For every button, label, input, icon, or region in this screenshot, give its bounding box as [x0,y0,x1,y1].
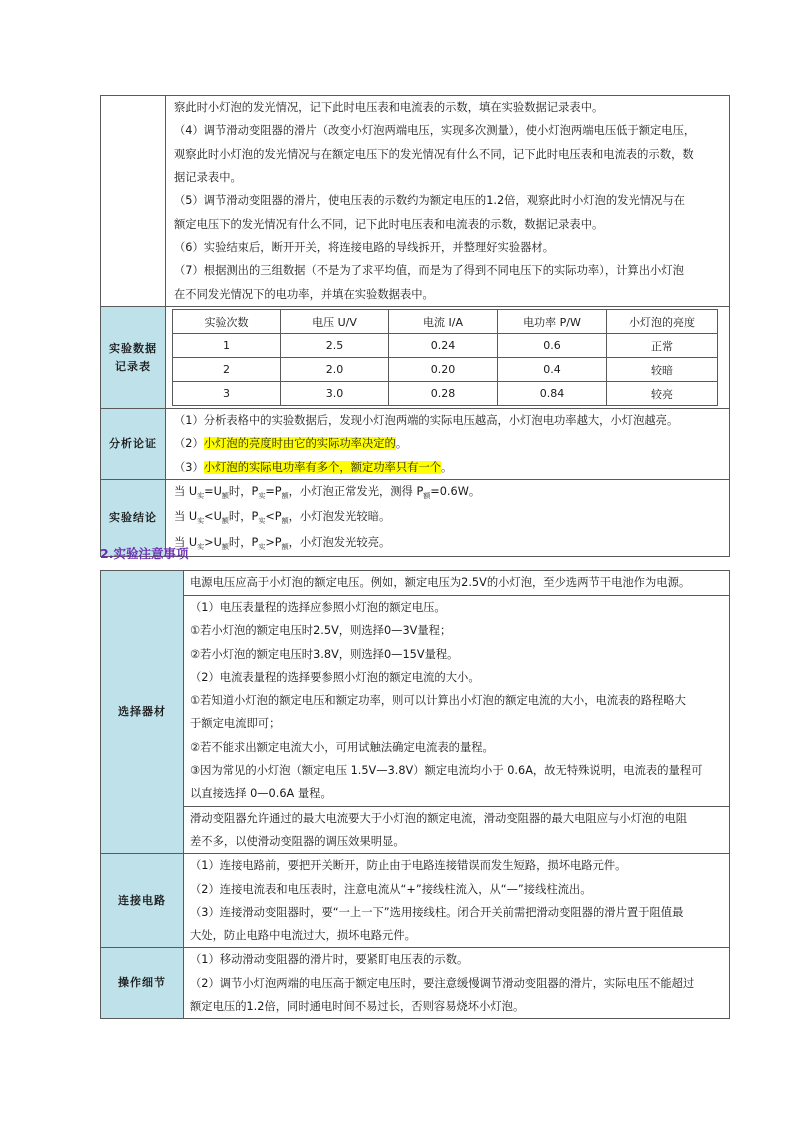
meter-content [184,596,730,807]
steps-content [166,96,730,307]
meter-line: （2）电流表量程的选择要参照小灯泡的额定电流的大小。 [190,670,480,684]
text: 时，P [228,510,259,524]
meter-row [101,596,730,807]
section-heading: 2.实验注意事项 [100,546,189,561]
conclusion-row [101,480,730,557]
text: >P [265,535,282,549]
data-cell: 1 [173,334,281,358]
steps-line: （7）根据测出的三组数据（不是为了求平均值，而是为了得到不同电压下的实际功率），计算出小灯泡 [174,264,684,278]
operation-row [101,948,730,1019]
rheostat-line: 差不多，以使滑动变阻器的调压效果明显。 [190,834,405,848]
text: ，小灯泡正常发光，测得 P [288,485,424,498]
power-row [101,571,730,596]
steps-line: 额定电压下的发光情况有什么不同，记下此时电压表和电流表的示数，数据记录表中。 [174,217,604,231]
subscript: 实 [197,492,205,500]
conclusion-content [166,480,730,557]
header-cell: 小灯泡的亮度 [607,310,718,334]
operation-label: 操作细节 [101,948,184,1019]
rheostat-row [101,806,730,854]
subscript: 额 [281,517,289,526]
text: <P [265,510,282,524]
circuit-label: 连接电路 [101,854,184,948]
circuit-line: （3）连接滑动变阻器时，要“一上一下”选用接线柱。闭合开关前需把滑动变阻器的滑片置于阻值最 [190,905,684,919]
meter-line: ①若小灯泡的额定电压时2.5V，则选择0—3V量程； [190,624,452,638]
analysis-content [166,409,730,480]
operation-line: （2）调节小灯泡两端的电压高于额定电压时，要注意缓慢调节滑动变阻器的滑片，实际电压不能超过 [190,976,695,990]
meter-line: （1）电压表量程的选择应参照小灯泡的额定电压。 [190,601,446,614]
rheostat-content [184,806,730,854]
steps-line: （4）调节滑动变阻器的滑片（改变小灯泡两端电压，实现多次测量），使小灯泡两端电压低于额定电压， [174,124,696,138]
data-cell: 0.24 [389,334,498,358]
meter-line: 以直接选择 0—0.6A 量程。 [190,787,332,801]
record-content [166,307,730,409]
record-label-line: 记录表 [115,359,151,373]
subscript: 额 [281,492,289,500]
record-label [101,307,166,409]
subscript: 实 [258,517,266,526]
subscript: 额 [423,492,431,500]
meter-line: 于额定电流即可； [190,717,281,731]
data-header-row [173,310,718,334]
text: <U [204,510,222,524]
subscript: 实 [197,517,205,526]
meter-line: ②若小灯泡的额定电压时3.8V，则选择0—15V量程。 [190,647,459,661]
meter-line: ①若知道小灯泡的额定电压和额定功率，则可以计算出小灯泡的额定电流的大小，电流表的路程略大 [190,694,686,708]
circuit-row [101,854,730,948]
analysis-prefix: （2） [174,437,204,451]
record-row [101,307,730,409]
data-row [173,334,718,358]
analysis-suffix: 。 [441,460,453,474]
steps-line: 察此时小灯泡的发光情况，记下此时电压表和电流表的示数，填在实验数据记录表中。 [174,101,604,115]
subscript: 实 [258,492,266,500]
data-cell: 0.4 [498,358,607,382]
steps-line: 观察此时小灯泡的发光情况与在额定电压下的发光情况有什么不同，记下此时电压表和电流表的示数，数 [174,147,694,161]
highlighted-text: 小灯泡的实际电功率有多个，额定功率只有一个 [203,460,442,474]
subscript: 额 [221,517,229,526]
header-cell: 电流 I/A [389,310,498,334]
data-cell: 2 [173,358,281,382]
text: 当 U [174,535,198,549]
steps-row [101,96,730,307]
header-cell: 电压 U/V [281,310,389,334]
text: ，小灯泡发光较暗。 [288,510,391,524]
text: >U [204,535,222,549]
text: ，小灯泡发光较亮。 [288,535,391,549]
conclusion-line [174,531,723,556]
meter-line: ③因为常见的小灯泡（额定电压 1.5V—3.8V）额定电流均小于 0.6A，故无特殊说明，电流表的量程可 [190,764,703,778]
operation-content [184,948,730,1019]
analysis-line: （1）分析表格中的实验数据后，发现小灯泡两端的实际电压越高，小灯泡电功率越大，小灯泡越亮。 [174,414,679,428]
conclusion-line [174,480,723,505]
text: 时，P [228,535,259,549]
data-row [173,382,718,406]
data-cell: 0.6 [498,334,607,358]
text: 当 U [174,485,198,498]
subscript: 额 [221,542,229,551]
subscript: 额 [221,492,229,500]
conclusion-line [174,505,723,530]
rheostat-line: 滑动变阻器允许通过的最大电流要大于小灯泡的额定电流，滑动变阻器的最大电阻应与小灯泡的电阻 [190,811,688,825]
text: =P [265,485,282,498]
analysis-line [174,432,723,455]
data-cell: 较亮 [607,382,718,406]
circuit-line: （1）连接电路前，要把开关断开，防止由于电路连接错误而发生短路，损坏电路元件。 [190,859,627,873]
data-cell: 2.5 [281,334,389,358]
experiment-table [100,95,730,557]
header-cell: 电功率 P/W [498,310,607,334]
record-label-line: 实验数据 [109,341,157,355]
precautions-table [100,570,730,1019]
analysis-line [174,456,723,479]
analysis-prefix: （3） [174,460,204,474]
operation-line: （1）移动滑动变阻器的滑片时，要紧盯电压表的示数。 [190,953,469,967]
steps-line: （6）实验结束后，断开开关，将连接电路的导线拆开，并整理好实验器材。 [174,240,554,254]
power-line: 电源电压应高于小灯泡的额定电压。例如，额定电压为2.5V的小灯泡，至少选两节干电池作为电源。 [190,576,691,589]
circuit-line: （2）连接电流表和电压表时，注意电流从“+”接线柱流入，从“—”接线柱流出。 [190,882,592,896]
data-cell: 0.20 [389,358,498,382]
subscript: 实 [258,542,266,551]
data-cell: 0.84 [498,382,607,406]
circuit-line: 大处，防止电路中电流过大，损坏电路元件。 [190,929,416,943]
steps-line: 据记录表中。 [174,171,242,185]
data-record-table [172,309,718,406]
text: =U [204,485,222,498]
analysis-row [101,409,730,480]
header-cell: 实验次数 [173,310,281,334]
meter-line: ②若不能求出额定电流大小，可用试触法确定电流表的量程。 [190,740,494,754]
power-content [184,571,730,596]
data-cell: 正常 [607,334,718,358]
subscript: 额 [281,542,289,551]
circuit-content [184,854,730,948]
data-row [173,358,718,382]
steps-line: （5）调节滑动变阻器的滑片，使电压表的示数约为额定电压的1.2倍，观察此时小灯泡的发光情况与在 [174,194,685,208]
text: 当 U [174,510,198,524]
data-cell: 较暗 [607,358,718,382]
data-cell: 0.28 [389,382,498,406]
steps-line: 在不同发光情况下的电功率，并填在实验数据表中。 [174,287,434,301]
analysis-label: 分析论证 [101,409,166,480]
data-cell: 3 [173,382,281,406]
analysis-suffix: 。 [395,437,408,451]
operation-line: 额定电压的1.2倍，同时通电时间不易过长，否则容易烧坏小灯泡。 [190,1000,525,1014]
highlighted-text: 小灯泡的亮度时由它的实际功率决定的 [203,437,396,451]
text: =0.6W。 [430,485,481,498]
data-cell: 3.0 [281,382,389,406]
data-cell: 2.0 [281,358,389,382]
equipment-label: 选择器材 [101,571,184,854]
conclusion-label: 实验结论 [101,480,166,557]
text: 时，P [228,485,259,498]
steps-label-cell [101,96,166,307]
subscript: 实 [197,542,205,551]
